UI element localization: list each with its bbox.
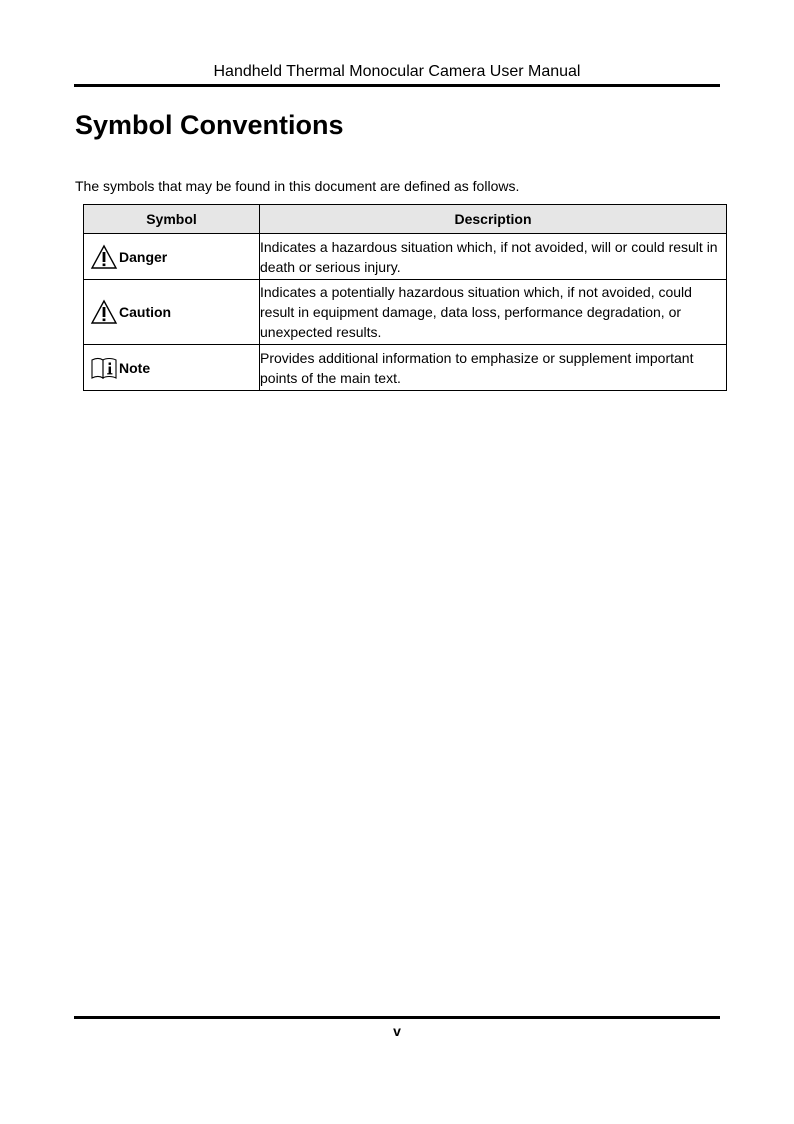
description-cell: Indicates a potentially hazardous situation which, if not avoided, could result in equipment damage, data loss, performance degradation, or unexpected results. bbox=[260, 280, 727, 345]
table-row-danger bbox=[84, 234, 727, 280]
symbol-conventions-table bbox=[83, 204, 727, 391]
info-book-icon bbox=[90, 356, 118, 380]
symbol-cell bbox=[84, 345, 260, 391]
document-header-title: Handheld Thermal Monocular Camera User Manual bbox=[213, 63, 581, 80]
symbol-label: Note bbox=[119, 359, 151, 376]
symbol-label: Caution bbox=[119, 304, 172, 320]
description-cell: Indicates a hazardous situation which, if not avoided, will or could result in death or serious injury. bbox=[260, 234, 727, 280]
warning-triangle-icon bbox=[90, 244, 118, 270]
table-row-note bbox=[84, 345, 727, 391]
warning-triangle-icon bbox=[90, 299, 118, 325]
column-header-symbol: Symbol bbox=[84, 205, 260, 234]
page-title: Symbol Conventions bbox=[75, 110, 344, 140]
table-header-row bbox=[84, 205, 727, 234]
symbol-cell bbox=[84, 234, 260, 280]
table-row-caution bbox=[84, 280, 727, 345]
intro-text: The symbols that may be found in this document are defined as follows. bbox=[75, 178, 520, 194]
symbol-cell bbox=[84, 280, 260, 345]
column-header-description: Description bbox=[260, 205, 727, 234]
header-divider bbox=[74, 84, 720, 87]
symbol-label: Danger bbox=[119, 248, 168, 265]
footer-divider bbox=[74, 1016, 720, 1019]
page-number: v bbox=[393, 1023, 401, 1039]
description-cell: Provides additional information to emphasize or supplement important points of the main text. bbox=[260, 345, 727, 391]
